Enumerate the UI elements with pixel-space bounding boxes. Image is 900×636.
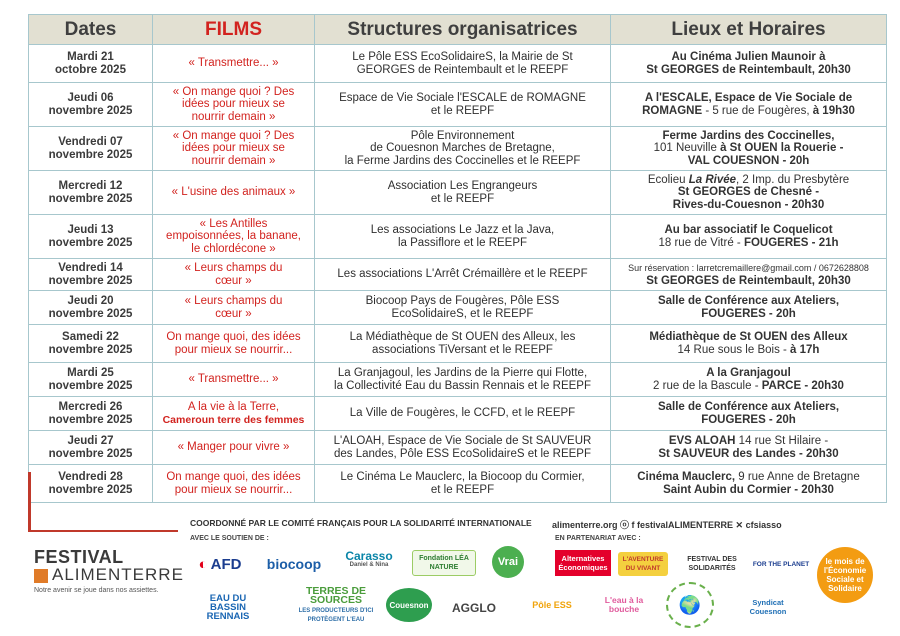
lieu-text: Salle de Conférence aux Ateliers, [657, 295, 840, 307]
footer-divider-horizontal [28, 530, 178, 532]
table-row [29, 431, 887, 465]
table-row [29, 171, 887, 215]
earth-circle-icon: 🌍 [666, 582, 714, 628]
lieu-text: 9 rue Anne de Bretagne [735, 471, 860, 483]
lieu-text: VAL COUESNON - 20h [687, 154, 810, 167]
date-day: Jeudi 06 [67, 92, 114, 104]
lieu-text: La Rivée [688, 173, 737, 186]
film-cell [153, 127, 315, 171]
table-row [29, 465, 887, 503]
table-row [29, 325, 887, 363]
film-line: « Leurs champs du [184, 295, 283, 307]
structure-line: La Granjagoul, les Jardins de la Pierre qui Flotte, [337, 367, 588, 379]
structure-line: Espace de Vie Sociale l'ESCALE de ROMAGNE [339, 92, 586, 104]
structure-line: la Ferme Jardins des Coccinelles et le REEPF [344, 154, 581, 167]
date-day: Vendredi 14 [58, 262, 123, 274]
lieu-text: FOUGERES - 20h [701, 413, 796, 426]
film-line: pour mieux se nourrir... [174, 483, 293, 496]
structure-line: L'ALOAH, Espace de Vie Sociale de St SAUVEUR [333, 435, 592, 447]
film-cell [153, 465, 315, 503]
aventure-vivant-logo: L'AVENTURE DU VIVANT [618, 552, 668, 576]
structures-cell [315, 397, 611, 431]
lieu-text: 14 rue St Hilaire - [735, 435, 829, 447]
date-cell [29, 465, 153, 503]
structure-line: Les associations Le Jazz et la Java, [370, 224, 555, 236]
structure-line: des Landes, Pôle ESS EcoSolidaireS et le REEPF [334, 447, 591, 460]
lieu-text: à 19h30 [812, 104, 855, 117]
film-cell [153, 325, 315, 363]
lieu-text: Ecolieu [647, 173, 689, 186]
lieu-text: 101 Neuville [653, 142, 721, 155]
date-cell [29, 363, 153, 397]
film-line: « On mange quoi ? Des [172, 85, 295, 98]
date-month: novembre 2025 [48, 236, 133, 249]
date-cell [29, 215, 153, 259]
date-day: Mercredi 26 [58, 401, 123, 413]
structure-line: la Collectivité Eau du Bassin Rennais et le REEPF [334, 379, 591, 392]
structure-line: EcoSolidaireS, et le REEPF [391, 307, 534, 320]
date-cell [29, 83, 153, 127]
lieu-cell [611, 363, 887, 397]
lieu-text: à 17h [790, 343, 820, 356]
structures-cell [315, 83, 611, 127]
lieu-cell [611, 45, 887, 83]
date-day: Jeudi 27 [67, 435, 114, 447]
film-line: A la vie à la Terre, [187, 401, 280, 413]
date-month: novembre 2025 [48, 148, 133, 161]
table-row [29, 45, 887, 83]
lieu-text: 2 rue de la Bascule - [653, 379, 762, 392]
film-cell [153, 83, 315, 127]
date-month: novembre 2025 [48, 379, 133, 392]
film-cell [153, 215, 315, 259]
lieu-text: - 5 rue de Fougères, [702, 104, 813, 117]
soutien-label: AVEC LE SOUTIEN DE : [190, 535, 269, 542]
lieu-text: Cinéma Mauclerc, [637, 471, 736, 483]
date-month: novembre 2025 [48, 447, 133, 460]
brand-tagline: Notre avenir se joue dans nos assiettes. [34, 587, 159, 594]
structure-line: et le REEPF [430, 483, 495, 496]
film-line: « L'usine des animaux » [171, 186, 296, 199]
film-line: nourrir demain » [191, 110, 276, 123]
structure-line: Biocoop Pays de Fougères, Pôle ESS [365, 295, 560, 307]
partenariat-label: EN PARTENARIAT AVEC : [555, 535, 641, 542]
structure-line: la Passiflore et le REEPF [397, 236, 528, 249]
table-row [29, 215, 887, 259]
film-line: « Transmettre... » [188, 57, 279, 70]
film-line: pour mieux se nourrir... [174, 343, 293, 356]
lieu-text: FOUGERES - 20h [701, 307, 796, 320]
film-line: « Leurs champs du [184, 262, 283, 274]
lieu-text: PARCE - 20h30 [761, 379, 844, 392]
structure-line: de Couesnon Marches de Bretagne, [370, 142, 555, 155]
structures-cell [315, 259, 611, 291]
film-line: « Les Antilles [199, 217, 268, 230]
date-month: novembre 2025 [48, 483, 133, 496]
date-cell [29, 45, 153, 83]
agglo-logo: AGGLO [452, 600, 496, 615]
table-row [29, 259, 887, 291]
date-cell [29, 171, 153, 215]
structures-cell [315, 431, 611, 465]
eau-bassin-logo: EAU DU BASSIN RENNAIS [206, 592, 250, 622]
table-row [29, 397, 887, 431]
date-cell [29, 431, 153, 465]
date-cell [29, 127, 153, 171]
lieu-text: St GEORGES de Chesné - [677, 186, 820, 199]
date-day: Mardi 21 [67, 51, 114, 63]
mois-ess-logo: le mois de l'Économie Sociale et Solidaire [817, 547, 873, 603]
date-month: novembre 2025 [48, 307, 133, 320]
brand-square-icon [34, 569, 48, 583]
film-cell [153, 431, 315, 465]
table-row [29, 83, 887, 127]
lieu-text: ROMAGNE [642, 104, 703, 117]
date-cell [29, 325, 153, 363]
film-cell [153, 363, 315, 397]
footer-divider-vertical [28, 472, 31, 532]
structure-line: Le Pôle ESS EcoSolidaireS, la Mairie de St [352, 51, 573, 63]
lieu-text: Salle de Conférence aux Ateliers, [657, 401, 840, 413]
film-cell [153, 259, 315, 291]
structure-line: La Médiathèque de St OUEN des Alleux, les [349, 331, 576, 343]
date-month: novembre 2025 [48, 192, 133, 205]
lieu-cell [611, 325, 887, 363]
structures-cell [315, 171, 611, 215]
structure-line: Les associations L'Arrêt Crémaillère et le REEPF [337, 268, 588, 281]
structure-line: et le REEPF [430, 192, 495, 205]
brand-line1: FESTIVAL [34, 547, 124, 567]
lieu-text: 18 rue de Vitré - [658, 236, 744, 249]
structure-line: associations TiVersant et le REEPF [372, 343, 553, 356]
lea-nature-logo: Fondation LÉA NATURE [412, 550, 476, 576]
table-row [29, 127, 887, 171]
brand-line2: ALIMENTERRE [52, 565, 184, 584]
lieu-text: 14 Rue sous le Bois - [677, 343, 791, 356]
vrai-logo: Vrai [492, 546, 524, 578]
table-row [29, 363, 887, 397]
biocoop-logo: biocoop [266, 555, 322, 572]
lieu-cell [611, 397, 887, 431]
header-structures: Structures organisatrices [315, 15, 611, 45]
date-day: Jeudi 20 [67, 295, 114, 307]
lieu-cell [611, 127, 887, 171]
film-line: cœur » [215, 307, 252, 320]
film-line: « Manger pour vivre » [177, 441, 290, 454]
date-month: novembre 2025 [48, 274, 133, 287]
film-cell [153, 397, 315, 431]
lieu-text: FOUGERES - 21h [743, 236, 839, 249]
lieu-cell [611, 259, 887, 291]
coordination-text: COORDONNÉ PAR LE COMITÉ FRANÇAIS POUR LA SOLIDARITÉ INTERNATIONALE [190, 518, 532, 528]
structures-cell [315, 127, 611, 171]
film-line: le chlordécone » [191, 242, 276, 255]
structure-line: La Ville de Fougères, le CCFD, et le REEPF [349, 407, 576, 420]
structures-cell [315, 215, 611, 259]
date-cell [29, 291, 153, 325]
date-cell [29, 259, 153, 291]
film-line: idées pour mieux se [182, 142, 285, 155]
header-lieux: Lieux et Horaires [611, 15, 887, 45]
alternatives-eco-logo: Alternatives Économiques [555, 550, 611, 576]
date-day: Vendredi 28 [58, 471, 123, 483]
film-line: nourrir demain » [191, 154, 276, 167]
lieu-text: EVS ALOAH [668, 435, 736, 447]
date-month: octobre 2025 [55, 63, 126, 76]
table-row [29, 291, 887, 325]
pole-ess-logo: Pôle ESS [532, 599, 572, 610]
festival-logo [34, 548, 184, 594]
film-line: empoisonnées, la banane, [166, 230, 301, 243]
film-cell [153, 171, 315, 215]
lieu-text: St GEORGES de Reintembault, 20h30 [646, 274, 851, 287]
lieu-text: Rives-du-Couesnon - 20h30 [672, 198, 825, 211]
date-month: novembre 2025 [48, 104, 133, 117]
structures-cell [315, 291, 611, 325]
film-subtitle: Cameroun terre des femmes [162, 413, 305, 426]
film-cell [153, 291, 315, 325]
table-header-row [29, 15, 887, 45]
lieu-text: , 2 Imp. du Presbytère [736, 173, 850, 186]
lieu-text: Au Cinéma Julien Maunoir à [671, 51, 826, 63]
date-day: Mardi 25 [67, 367, 114, 379]
structure-line: Le Cinéma Le Mauclerc, la Biocoop du Cormier, [340, 471, 585, 483]
schedule-table [28, 14, 887, 503]
structures-cell [315, 465, 611, 503]
lieu-text: Ferme Jardins des Coccinelles, [662, 129, 835, 142]
header-dates: Dates [29, 15, 153, 45]
structures-cell [315, 363, 611, 397]
lieu-cell [611, 171, 887, 215]
lieu-text: St GEORGES de Reintembault, 20h30 [646, 63, 851, 76]
lieu-text: Médiathèque de St OUEN des Alleux [649, 331, 848, 343]
lieu-text: Au bar associatif le Coquelicot [664, 224, 833, 236]
lieu-cell [611, 215, 887, 259]
date-day: Vendredi 07 [58, 136, 123, 148]
carasso-logo: Carasso Daniel & Nina [345, 549, 393, 568]
structure-line: Association Les Engrangeurs [387, 180, 538, 192]
structure-line: GEORGES de Reintembault et le REEPF [356, 63, 569, 76]
lieu-cell [611, 291, 887, 325]
lieu-text: A l'ESCALE, Espace de Vie Sociale de [644, 92, 853, 104]
couesnon-logo: Couesnon [386, 588, 432, 622]
for-the-planet-logo: FOR THE PLANET [752, 560, 810, 568]
lieu-text: Sur réservation : larretcremaillere@gmail.com / 0672628808 [628, 263, 869, 273]
date-month: novembre 2025 [48, 413, 133, 426]
film-line: idées pour mieux se [182, 98, 285, 111]
lieu-text: Saint Aubin du Cormier - 20h30 [663, 483, 834, 496]
film-line: On mange quoi, des idées [166, 331, 301, 343]
structure-line: Pôle Environnement [410, 129, 515, 142]
social-links[interactable]: alimenterre.org ⓞ f festivalALIMENTERRE ✕ cfsiasso [552, 520, 782, 530]
lieu-text: à St OUEN la Rouerie - [720, 142, 844, 155]
structures-cell [315, 45, 611, 83]
terres-sources-logo: TERRES DE SOURCES LES PRODUCTEURS D'ICI PROTÈGENT L'EAU [298, 585, 374, 623]
festival-solidarites-logo: FESTIVAL DES SOLIDARITÉS [687, 556, 737, 572]
lieu-cell [611, 83, 887, 127]
date-day: Mercredi 12 [58, 180, 123, 192]
film-line: « On mange quoi ? Des [172, 129, 295, 142]
lieu-cell [611, 465, 887, 503]
film-line: cœur » [215, 274, 252, 287]
film-line: On mange quoi, des idées [166, 471, 301, 483]
date-day: Samedi 22 [62, 331, 119, 343]
lieu-text: A la Granjagoul [706, 367, 791, 379]
structures-cell [315, 325, 611, 363]
eau-bouche-logo: L'eau à la bouche [604, 595, 644, 614]
date-month: novembre 2025 [48, 343, 133, 356]
structure-line: et le REEPF [430, 104, 495, 117]
header-films: FILMS [153, 15, 315, 45]
afd-logo: ◐ AFD [198, 555, 242, 573]
syndicat-logo: Syndicat Couesnon [749, 598, 787, 616]
date-day: Jeudi 13 [67, 224, 114, 236]
lieu-cell [611, 431, 887, 465]
lieu-text: St SAUVEUR des Landes - 20h30 [658, 447, 839, 460]
film-line: « Transmettre... » [188, 373, 279, 386]
film-cell [153, 45, 315, 83]
date-cell [29, 397, 153, 431]
